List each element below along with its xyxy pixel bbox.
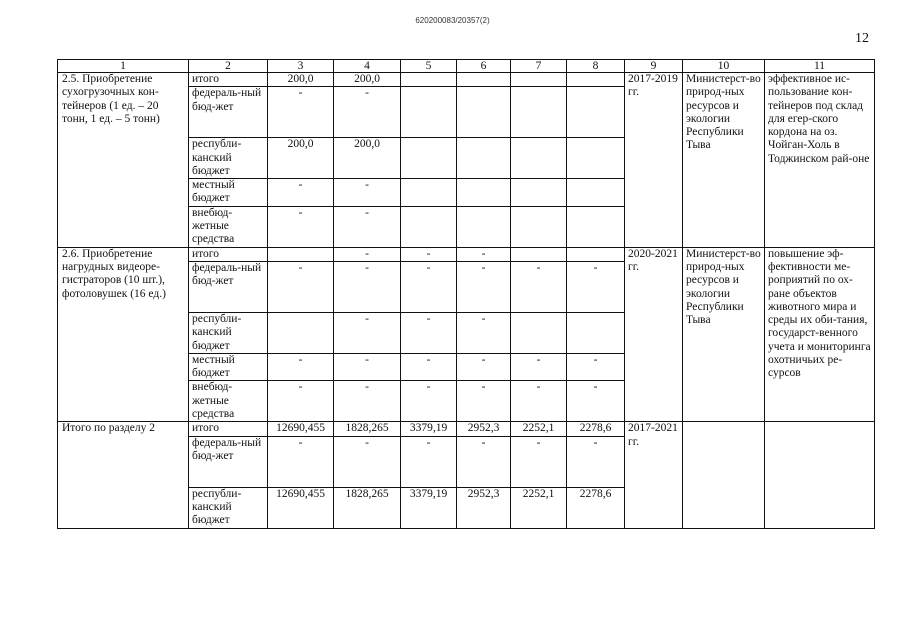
- period-cell: 2020-2021 гг.: [625, 247, 683, 422]
- funding-source: федераль-ный бюд-жет: [189, 87, 268, 138]
- header-cell: 8: [567, 60, 625, 73]
- value-cell: -: [511, 353, 567, 381]
- table-body: [58, 60, 875, 529]
- value-cell: [457, 87, 511, 138]
- value-cell: -: [457, 353, 511, 381]
- value-cell: [567, 179, 625, 207]
- value-cell: -: [268, 381, 334, 422]
- value-cell: 200,0: [268, 138, 334, 179]
- value-cell: -: [457, 436, 511, 487]
- measure-name: Итого по разделу 2: [58, 422, 189, 528]
- value-cell: -: [334, 87, 401, 138]
- value-cell: 2952,3: [457, 422, 511, 436]
- result-cell: повышение эф-фективности ме-роприятий по ох-ране объектов животного мира и среды их оби-тания, государст-венного учета и мониторинга охотничьих ре-сурсов: [765, 247, 875, 422]
- header-cell: 10: [683, 60, 765, 73]
- value-cell: [401, 179, 457, 207]
- executor-cell: Министерст-во природ-ных ресурсов и экологии Республики Тыва: [683, 247, 765, 422]
- value-cell: -: [401, 436, 457, 487]
- value-cell: [268, 247, 334, 261]
- value-cell: -: [511, 261, 567, 312]
- value-cell: [567, 247, 625, 261]
- value-cell: [567, 87, 625, 138]
- funding-source: федераль-ный бюд-жет: [189, 436, 268, 487]
- funding-source: внебюд-жетные средства: [189, 206, 268, 247]
- value-cell: -: [567, 436, 625, 487]
- header-cell: 2: [189, 60, 268, 73]
- table-row: [58, 247, 875, 261]
- table-row: [58, 73, 875, 87]
- value-cell: [457, 73, 511, 87]
- value-cell: -: [457, 312, 511, 353]
- header-cell: 11: [765, 60, 875, 73]
- value-cell: 2278,6: [567, 487, 625, 528]
- value-cell: 2252,1: [511, 487, 567, 528]
- value-cell: -: [457, 381, 511, 422]
- value-cell: [268, 312, 334, 353]
- value-cell: -: [401, 381, 457, 422]
- measure-name: 2.6. Приобретение нагрудных видеоре-гистраторов (10 шт.), фотоловушек (16 ед.): [58, 247, 189, 422]
- value-cell: -: [334, 381, 401, 422]
- value-cell: -: [334, 206, 401, 247]
- value-cell: 12690,455: [268, 487, 334, 528]
- funding-source: республи-канский бюджет: [189, 138, 268, 179]
- value-cell: -: [334, 247, 401, 261]
- value-cell: 1828,265: [334, 487, 401, 528]
- funding-source: республи-канский бюджет: [189, 312, 268, 353]
- funding-source: итого: [189, 73, 268, 87]
- value-cell: -: [457, 261, 511, 312]
- value-cell: -: [268, 179, 334, 207]
- value-cell: [457, 179, 511, 207]
- value-cell: 200,0: [268, 73, 334, 87]
- value-cell: 1828,265: [334, 422, 401, 436]
- value-cell: [567, 206, 625, 247]
- period-cell: 2017-2019 гг.: [625, 73, 683, 248]
- value-cell: -: [334, 436, 401, 487]
- header-cell: 6: [457, 60, 511, 73]
- value-cell: -: [567, 261, 625, 312]
- header-cell: 7: [511, 60, 567, 73]
- measure-name: 2.5. Приобретение сухогрузочных кон-тейнеров (1 ед. – 20 тонн, 1 ед. – 5 тонн): [58, 73, 189, 248]
- value-cell: -: [401, 261, 457, 312]
- result-cell: эффективное ис-пользование кон-тейнеров под склад для егер-ского кордона на оз. Чойган-Холь в Тоджинском рай-оне: [765, 73, 875, 248]
- value-cell: 3379,19: [401, 422, 457, 436]
- funding-source: местный бюджет: [189, 353, 268, 381]
- value-cell: -: [401, 353, 457, 381]
- value-cell: [511, 73, 567, 87]
- value-cell: [567, 73, 625, 87]
- value-cell: -: [268, 87, 334, 138]
- value-cell: -: [268, 436, 334, 487]
- value-cell: 200,0: [334, 73, 401, 87]
- value-cell: [401, 206, 457, 247]
- header-cell: 4: [334, 60, 401, 73]
- value-cell: -: [401, 312, 457, 353]
- value-cell: 3379,19: [401, 487, 457, 528]
- value-cell: [457, 206, 511, 247]
- period-cell: 2017-2021 гг.: [625, 422, 683, 528]
- value-cell: [511, 206, 567, 247]
- header-cell: 5: [401, 60, 457, 73]
- value-cell: -: [334, 312, 401, 353]
- value-cell: [401, 73, 457, 87]
- value-cell: -: [401, 247, 457, 261]
- value-cell: -: [457, 247, 511, 261]
- value-cell: [511, 312, 567, 353]
- budget-table: [57, 59, 875, 529]
- page-number: 12: [855, 31, 869, 46]
- value-cell: -: [511, 381, 567, 422]
- header-cell: 3: [268, 60, 334, 73]
- document-id: 620200083/20357(2): [415, 16, 490, 25]
- value-cell: 2278,6: [567, 422, 625, 436]
- funding-source: итого: [189, 422, 268, 436]
- value-cell: 12690,455: [268, 422, 334, 436]
- value-cell: 200,0: [334, 138, 401, 179]
- value-cell: -: [334, 261, 401, 312]
- value-cell: -: [268, 353, 334, 381]
- executor-cell: [683, 422, 765, 528]
- funding-source: республи-канский бюджет: [189, 487, 268, 528]
- value-cell: -: [511, 436, 567, 487]
- value-cell: [401, 87, 457, 138]
- value-cell: [511, 179, 567, 207]
- value-cell: [511, 87, 567, 138]
- header-cell: 1: [58, 60, 189, 73]
- value-cell: 2952,3: [457, 487, 511, 528]
- table-header-row: [58, 60, 875, 73]
- funding-source: внебюд-жетные средства: [189, 381, 268, 422]
- value-cell: [511, 138, 567, 179]
- value-cell: -: [268, 206, 334, 247]
- result-cell: [765, 422, 875, 528]
- value-cell: -: [567, 353, 625, 381]
- value-cell: [401, 138, 457, 179]
- value-cell: [457, 138, 511, 179]
- funding-source: федераль-ный бюд-жет: [189, 261, 268, 312]
- value-cell: [511, 247, 567, 261]
- value-cell: -: [334, 353, 401, 381]
- header-cell: 9: [625, 60, 683, 73]
- funding-source: местный бюджет: [189, 179, 268, 207]
- funding-source: итого: [189, 247, 268, 261]
- value-cell: -: [268, 261, 334, 312]
- value-cell: 2252,1: [511, 422, 567, 436]
- value-cell: -: [567, 381, 625, 422]
- table-row: [58, 422, 875, 436]
- value-cell: -: [334, 179, 401, 207]
- value-cell: [567, 138, 625, 179]
- value-cell: [567, 312, 625, 353]
- executor-cell: Министерст-во природ-ных ресурсов и экологии Республики Тыва: [683, 73, 765, 248]
